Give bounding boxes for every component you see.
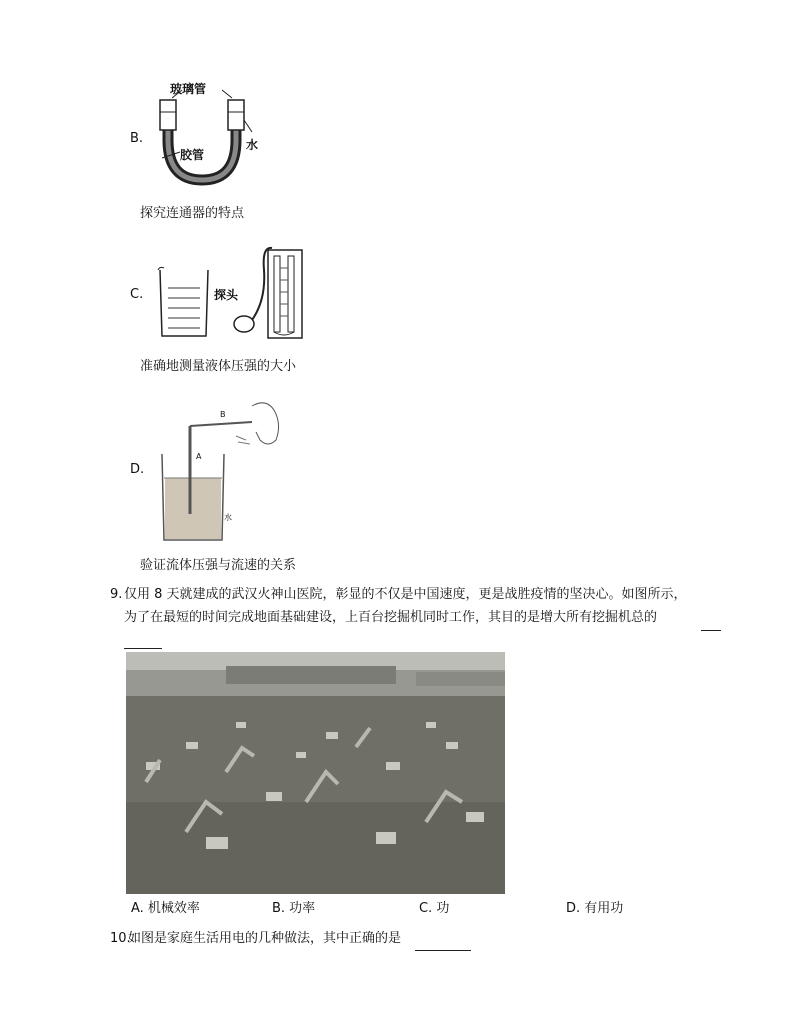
probe-label: 探头 <box>214 288 239 302</box>
q9-choice-c[interactable]: C. 功 <box>419 901 450 916</box>
rubber-tube-label: 胶管 <box>180 148 205 162</box>
q9-text-line1: 仅用 8 天就建成的武汉火神山医院，彰显的不仅是中国速度，更是战胜疫情的坚决心。如图所示， <box>124 587 687 602</box>
option-c-caption: 准确地测量液体压强的大小 <box>140 359 297 374</box>
q9-answer-blank-cont <box>124 630 162 649</box>
glass-tube-label: 玻璃管 <box>170 82 207 96</box>
label-a: A <box>196 452 202 461</box>
option-c-letter: C. <box>130 287 144 302</box>
water-label-b: 水 <box>246 138 259 152</box>
excavator-site-photo <box>126 652 505 894</box>
q10-answer-blank <box>415 932 471 951</box>
fluid-pressure-figure <box>156 396 306 546</box>
option-d-letter: D. <box>130 462 145 477</box>
q9-number: 9. <box>110 587 123 602</box>
q9-choice-b[interactable]: B. 功率 <box>272 901 316 916</box>
q10-number: 10. <box>110 931 131 946</box>
q9-choice-a[interactable]: A. 机械效率 <box>131 901 200 916</box>
option-b-caption: 探究连通器的特点 <box>140 206 245 221</box>
water-label-d: 水 <box>224 513 232 522</box>
q9-choice-d[interactable]: D. 有用功 <box>566 901 624 916</box>
option-b-letter: B. <box>130 131 144 146</box>
q10-text: 如图是家庭生活用电的几种做法，其中正确的是 <box>128 931 402 946</box>
q9-text-line2: 为了在最短的时间完成地面基础建设，上百台挖掘机同时工作，其目的是增大所有挖掘机总的 <box>124 610 658 625</box>
label-b: B <box>220 410 226 419</box>
option-d-caption: 验证流体压强与流速的关系 <box>140 558 297 573</box>
q9-answer-blank <box>701 612 721 631</box>
